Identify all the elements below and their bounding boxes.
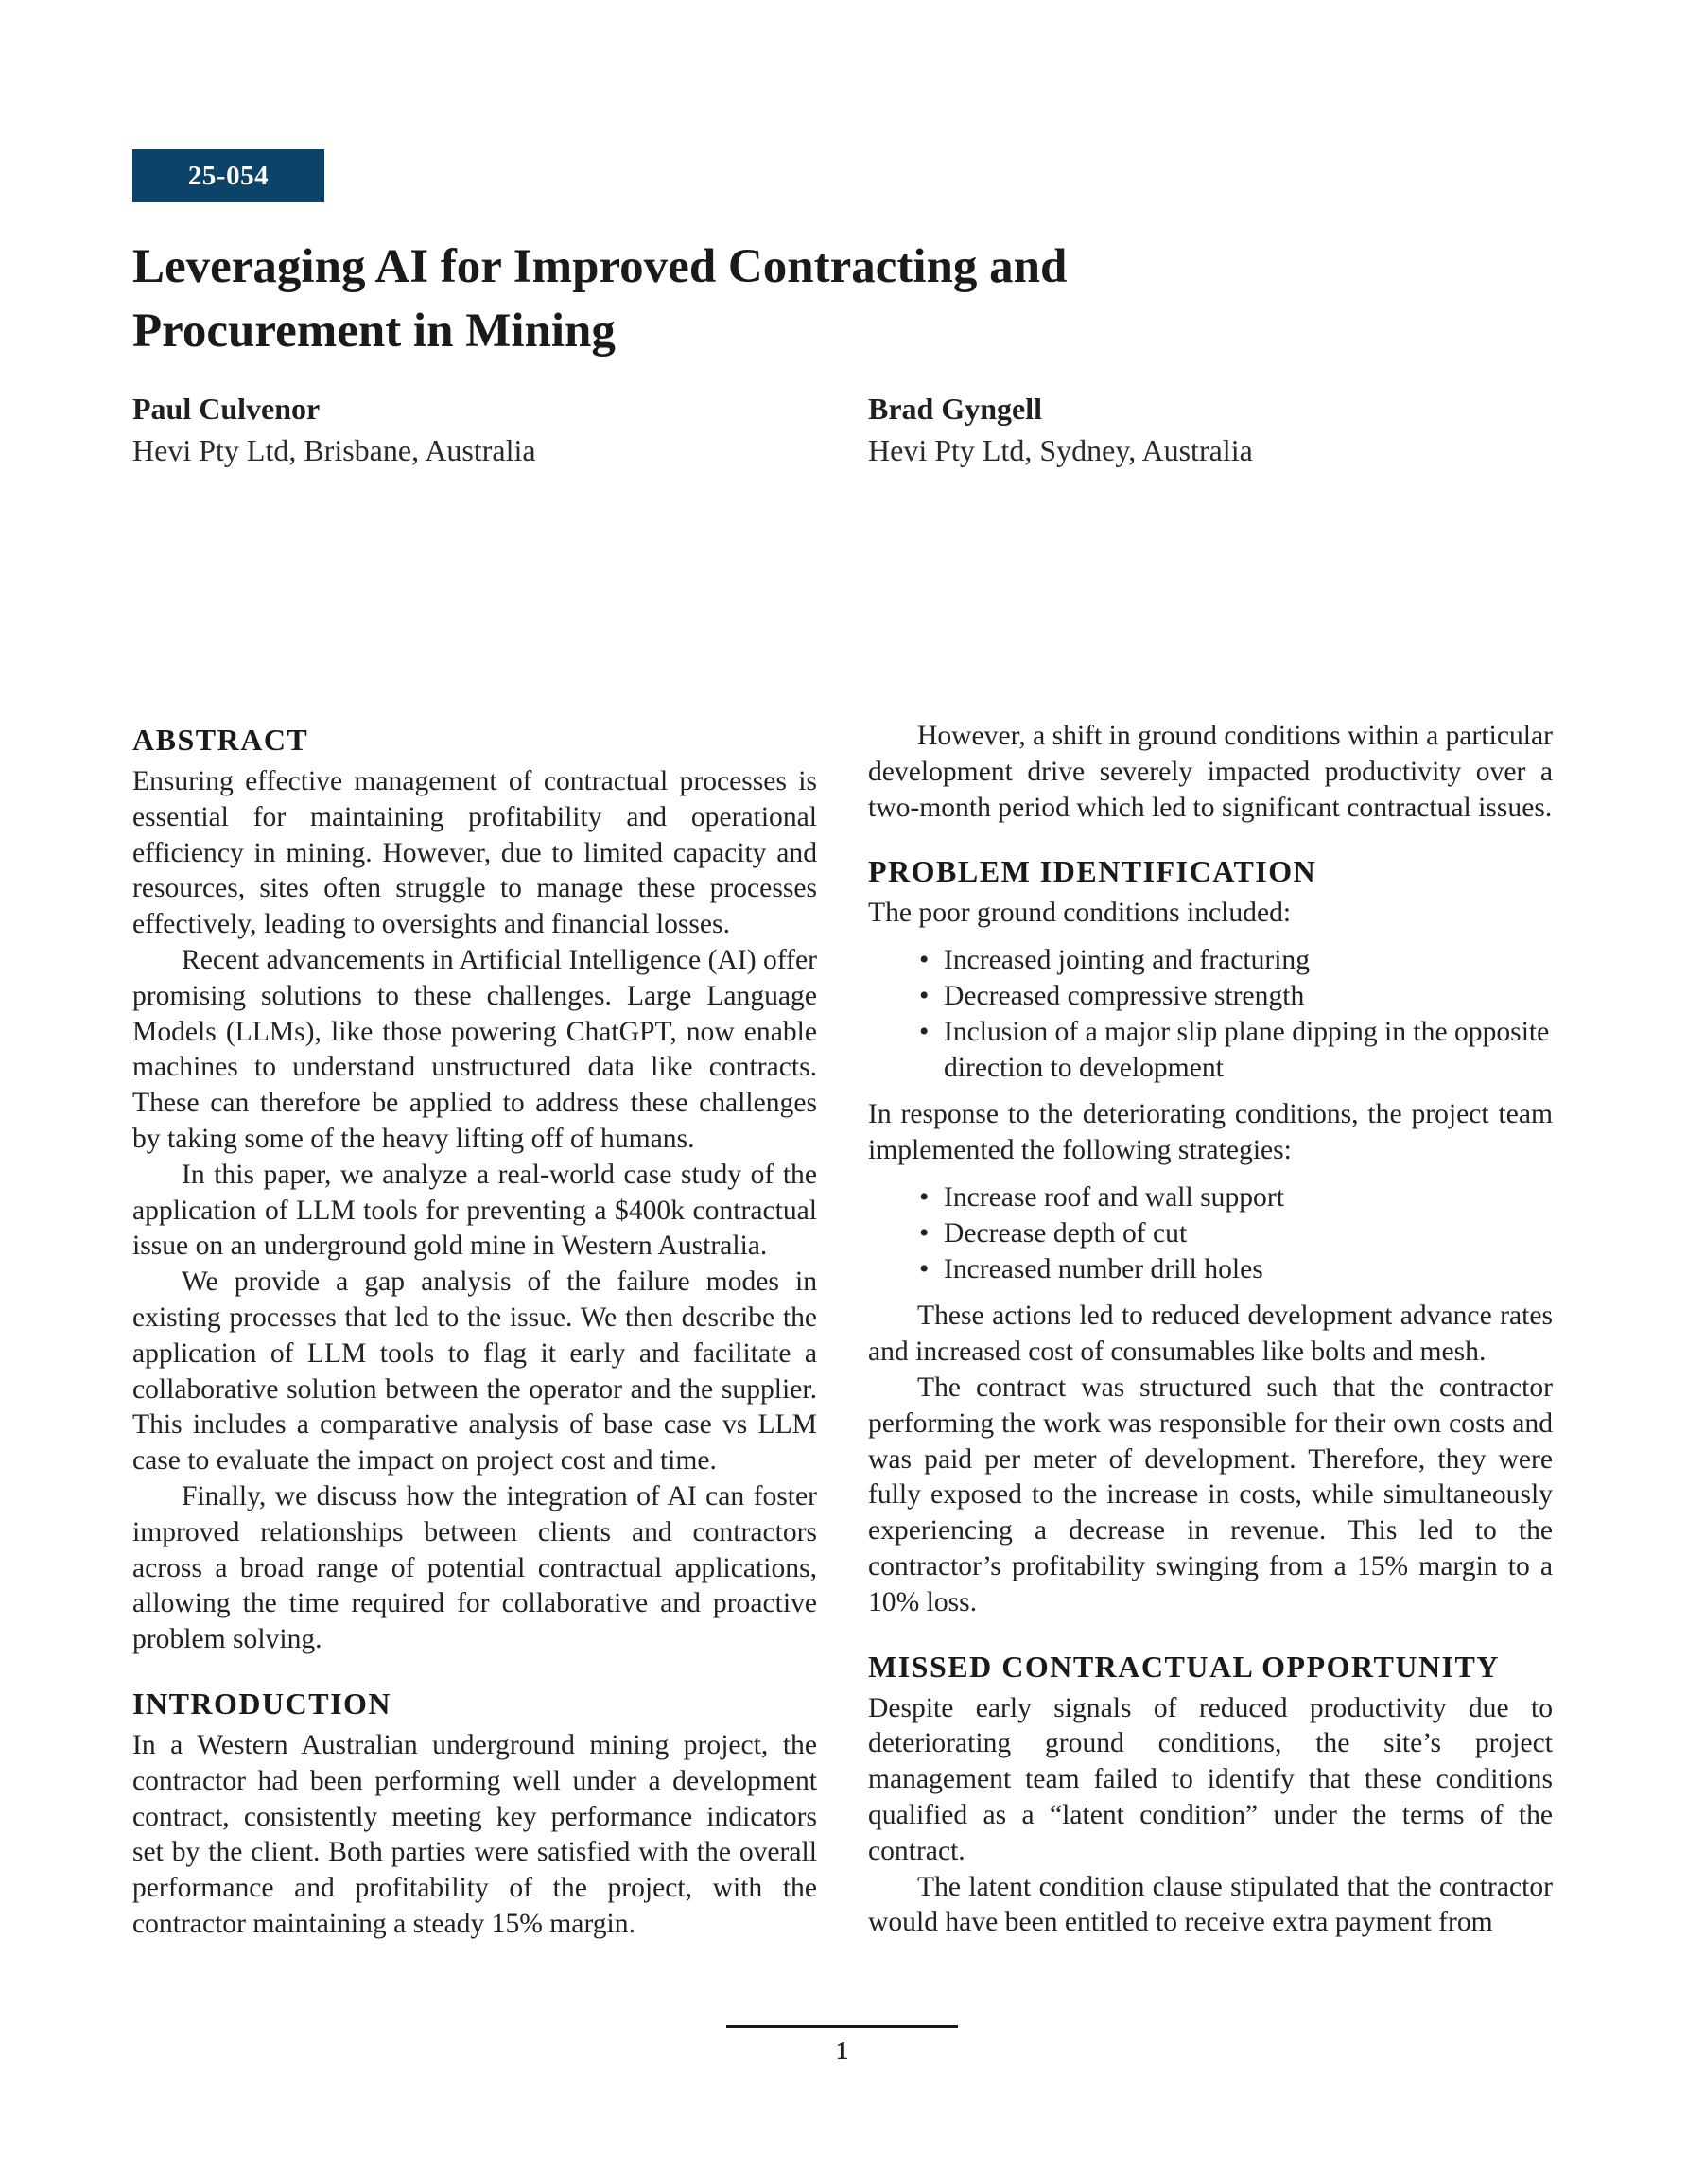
missed-opportunity-heading: MISSED CONTRACTUAL OPPORTUNITY [868,1649,1500,1684]
introduction-paragraph: In a Western Australian underground mining project, the contractor had been performing well under a development contract, consistently meeting key performance indicators set by the client. Both parties were satisfied with the overall performance and profitability of the project, with the contractor maintaining a steady 15% margin. [132,1729,817,1939]
introduction-heading: INTRODUCTION [132,1686,392,1721]
list-item: • Decreased compressive strength [944,979,1553,1015]
footer-divider [726,2025,958,2028]
abstract-paragraph: We provide a gap analysis of the failure modes in existing processes that led to the issue. We then describe the application of LLM tools to flag it early and facilitate a collaborative solution between the operator and the supplier. This includes a comparative analysis of base case vs LLM case to evaluate the impact on project cost and time. [132,1267,817,1476]
paper-title: Leveraging AI for Improved Contracting and Procurement in Mining [132,240,1068,358]
problem-paragraph: The contract was structured such that the contractor performing the work was responsible for their own costs and was paid per meter of development. Therefore, they were fully exposed to the increase in costs, while simultaneously experiencing a decrease in revenue. This led to the contractor’s profitability swinging from a 15% margin to a 10% loss. [868,1372,1553,1617]
conditions-list [868,943,1553,1086]
paper-id-badge: 25-054 [132,149,324,202]
introduction-paragraph: However, a shift in ground conditions within a particular development drive severely impacted productivity over a two-month period which led to significant contractual issues. [868,721,1553,823]
problem-intro: The poor ground conditions included: [868,898,1292,929]
list-item: • Increase roof and wall support [944,1180,1553,1216]
author-block-2 [868,388,1473,471]
list-item: • Decrease depth of cut [944,1216,1553,1252]
page-number: 1 [835,2036,849,2065]
abstract-paragraph: Ensuring effective management of contractual processes is essential for maintaining profitability and operational efficiency in mining. However, due to limited capacity and resources, sites often struggle to manage these processes effectively, leading to oversights and financial losses. [132,766,817,940]
problem-response: In response to the deteriorating conditions, the project team implemented the following strategies: [868,1099,1553,1166]
author-affiliation: Hevi Pty Ltd, Brisbane, Australia [132,433,536,467]
abstract-heading: ABSTRACT [132,723,309,757]
problem-paragraph: These actions led to reduced development advance rates and increased cost of consumables like bolts and mesh. [868,1301,1553,1368]
left-column [132,719,817,1943]
missed-opportunity-paragraph: The latent condition clause stipulated that the contractor would have been entitled to receive extra payment from [868,1871,1553,1938]
abstract-paragraph: Finally, we discuss how the integration of AI can foster improved relationships between clients and contractors across a broad range of potential contractual applications, allowing the time required for collaborative and proactive problem solving. [132,1480,817,1655]
author-block-1 [132,388,738,471]
missed-opportunity-paragraph: Despite early signals of reduced productivity due to deteriorating ground conditions, the site’s project management team failed to identify that these conditions qualified as a “latent condition” under the terms of the contract. [868,1692,1553,1866]
abstract-paragraph: Recent advancements in Artificial Intelligence (AI) offer promising solutions to these challenges. Large Language Models (LLMs), like those powering ChatGPT, now enable machines to understand unstructured data like contracts. These can therefore be applied to address these challenges by taking some of the heavy lifting off of humans. [132,944,817,1154]
author-affiliation: Hevi Pty Ltd, Sydney, Australia [868,433,1253,467]
author-name: Brad Gyngell [868,392,1043,426]
list-item: • Inclusion of a major slip plane dipping in the opposite direction to development [944,1015,1553,1087]
strategies-list [868,1180,1553,1287]
abstract-paragraph: In this paper, we analyze a real-world case study of the application of LLM tools for preventing a $400k contractual issue on an underground gold mine in Western Australia. [132,1159,817,1262]
list-item: • Increased jointing and fracturing [944,943,1553,979]
right-column [868,719,1553,1941]
problem-identification-heading: PROBLEM IDENTIFICATION [868,854,1317,889]
list-item: • Increased number drill holes [944,1252,1553,1288]
author-name: Paul Culvenor [132,392,321,426]
